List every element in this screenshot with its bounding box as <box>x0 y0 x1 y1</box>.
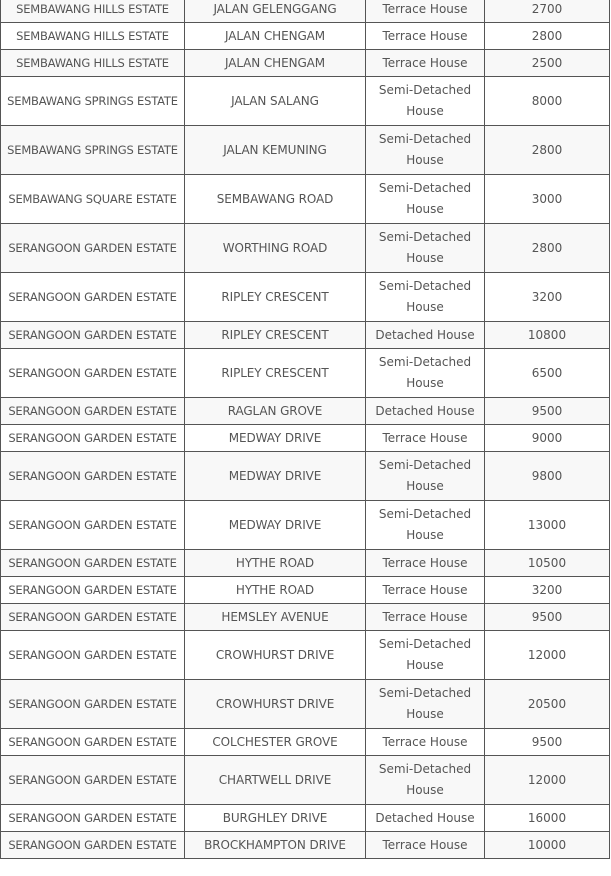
table-row <box>1 0 610 23</box>
value-cell: 10800 <box>485 322 610 349</box>
table-row <box>1 680 610 729</box>
value-cell: 12000 <box>485 631 610 680</box>
value-cell: 6500 <box>485 349 610 398</box>
estate-cell: SEMBAWANG SQUARE ESTATE <box>1 175 185 224</box>
value-cell: 10500 <box>485 550 610 577</box>
street-cell: SEMBAWANG ROAD <box>185 175 366 224</box>
street-cell: MEDWAY DRIVE <box>185 501 366 550</box>
street-cell: JALAN CHENGAM <box>185 23 366 50</box>
table-row <box>1 50 610 77</box>
estate-cell: SERANGOON GARDEN ESTATE <box>1 349 185 398</box>
property-type-cell: Terrace House <box>366 23 485 50</box>
table-row <box>1 729 610 756</box>
property-type-cell: Detached House <box>366 398 485 425</box>
table-row <box>1 273 610 322</box>
value-cell: 3200 <box>485 577 610 604</box>
street-cell: RIPLEY CRESCENT <box>185 322 366 349</box>
value-cell: 2700 <box>485 0 610 23</box>
property-type-cell: Semi-Detached House <box>366 224 485 273</box>
table-row <box>1 604 610 631</box>
property-type-cell: Semi-Detached House <box>366 175 485 224</box>
table-row <box>1 577 610 604</box>
table-row <box>1 452 610 501</box>
estate-cell: SEMBAWANG HILLS ESTATE <box>1 23 185 50</box>
value-cell: 9000 <box>485 425 610 452</box>
estate-cell: SERANGOON GARDEN ESTATE <box>1 501 185 550</box>
estate-cell: SERANGOON GARDEN ESTATE <box>1 452 185 501</box>
street-cell: HYTHE ROAD <box>185 577 366 604</box>
street-cell: MEDWAY DRIVE <box>185 452 366 501</box>
estate-cell: SEMBAWANG HILLS ESTATE <box>1 0 185 23</box>
table-row <box>1 126 610 175</box>
table-row <box>1 805 610 832</box>
estate-cell: SERANGOON GARDEN ESTATE <box>1 631 185 680</box>
estate-cell: SEMBAWANG SPRINGS ESTATE <box>1 77 185 126</box>
street-cell: JALAN SALANG <box>185 77 366 126</box>
value-cell: 3200 <box>485 273 610 322</box>
estate-cell: SEMBAWANG SPRINGS ESTATE <box>1 126 185 175</box>
property-type-cell: Semi-Detached House <box>366 349 485 398</box>
estate-cell: SERANGOON GARDEN ESTATE <box>1 224 185 273</box>
street-cell: JALAN KEMUNING <box>185 126 366 175</box>
property-type-cell: Semi-Detached House <box>366 631 485 680</box>
street-cell: RIPLEY CRESCENT <box>185 349 366 398</box>
property-type-cell: Semi-Detached House <box>366 501 485 550</box>
street-cell: HEMSLEY AVENUE <box>185 604 366 631</box>
value-cell: 2800 <box>485 23 610 50</box>
estate-cell: SERANGOON GARDEN ESTATE <box>1 273 185 322</box>
estate-cell: SERANGOON GARDEN ESTATE <box>1 729 185 756</box>
property-type-cell: Detached House <box>366 805 485 832</box>
property-type-cell: Terrace House <box>366 577 485 604</box>
street-cell: BURGHLEY DRIVE <box>185 805 366 832</box>
table-row <box>1 224 610 273</box>
property-type-cell: Semi-Detached House <box>366 77 485 126</box>
table-row <box>1 77 610 126</box>
table-row <box>1 23 610 50</box>
street-cell: JALAN CHENGAM <box>185 50 366 77</box>
table-row <box>1 550 610 577</box>
estate-cell: SERANGOON GARDEN ESTATE <box>1 577 185 604</box>
value-cell: 12000 <box>485 756 610 805</box>
estate-cell: SERANGOON GARDEN ESTATE <box>1 550 185 577</box>
table-row <box>1 175 610 224</box>
value-cell: 9500 <box>485 729 610 756</box>
table-row <box>1 501 610 550</box>
table-row <box>1 631 610 680</box>
estate-cell: SERANGOON GARDEN ESTATE <box>1 805 185 832</box>
street-cell: CHARTWELL DRIVE <box>185 756 366 805</box>
estate-cell: SERANGOON GARDEN ESTATE <box>1 322 185 349</box>
value-cell: 2500 <box>485 50 610 77</box>
street-cell: COLCHESTER GROVE <box>185 729 366 756</box>
table-body <box>1 0 610 859</box>
estate-cell: SERANGOON GARDEN ESTATE <box>1 680 185 729</box>
street-cell: RIPLEY CRESCENT <box>185 273 366 322</box>
property-type-cell: Semi-Detached House <box>366 452 485 501</box>
property-type-cell: Semi-Detached House <box>366 756 485 805</box>
table-row <box>1 425 610 452</box>
table-row <box>1 832 610 859</box>
value-cell: 2800 <box>485 224 610 273</box>
street-cell: BROCKHAMPTON DRIVE <box>185 832 366 859</box>
property-type-cell: Semi-Detached House <box>366 680 485 729</box>
value-cell: 8000 <box>485 77 610 126</box>
street-cell: JALAN GELENGGANG <box>185 0 366 23</box>
property-type-cell: Semi-Detached House <box>366 126 485 175</box>
value-cell: 9500 <box>485 604 610 631</box>
property-type-cell: Detached House <box>366 322 485 349</box>
value-cell: 9800 <box>485 452 610 501</box>
value-cell: 10000 <box>485 832 610 859</box>
estate-cell: SERANGOON GARDEN ESTATE <box>1 425 185 452</box>
estate-cell: SERANGOON GARDEN ESTATE <box>1 604 185 631</box>
property-type-cell: Terrace House <box>366 729 485 756</box>
street-cell: RAGLAN GROVE <box>185 398 366 425</box>
value-cell: 3000 <box>485 175 610 224</box>
estate-cell: SERANGOON GARDEN ESTATE <box>1 832 185 859</box>
property-type-cell: Terrace House <box>366 425 485 452</box>
property-type-cell: Terrace House <box>366 832 485 859</box>
value-cell: 2800 <box>485 126 610 175</box>
property-type-cell: Terrace House <box>366 0 485 23</box>
estate-cell: SERANGOON GARDEN ESTATE <box>1 756 185 805</box>
table-row <box>1 349 610 398</box>
table-row <box>1 322 610 349</box>
property-type-cell: Terrace House <box>366 550 485 577</box>
table-row <box>1 398 610 425</box>
value-cell: 20500 <box>485 680 610 729</box>
value-cell: 9500 <box>485 398 610 425</box>
street-cell: WORTHING ROAD <box>185 224 366 273</box>
estate-cell: SEMBAWANG HILLS ESTATE <box>1 50 185 77</box>
street-cell: CROWHURST DRIVE <box>185 680 366 729</box>
property-type-cell: Semi-Detached House <box>366 273 485 322</box>
street-cell: MEDWAY DRIVE <box>185 425 366 452</box>
estate-cell: SERANGOON GARDEN ESTATE <box>1 398 185 425</box>
property-type-cell: Terrace House <box>366 50 485 77</box>
street-cell: CROWHURST DRIVE <box>185 631 366 680</box>
street-cell: HYTHE ROAD <box>185 550 366 577</box>
table-row <box>1 756 610 805</box>
value-cell: 13000 <box>485 501 610 550</box>
property-type-cell: Terrace House <box>366 604 485 631</box>
value-cell: 16000 <box>485 805 610 832</box>
